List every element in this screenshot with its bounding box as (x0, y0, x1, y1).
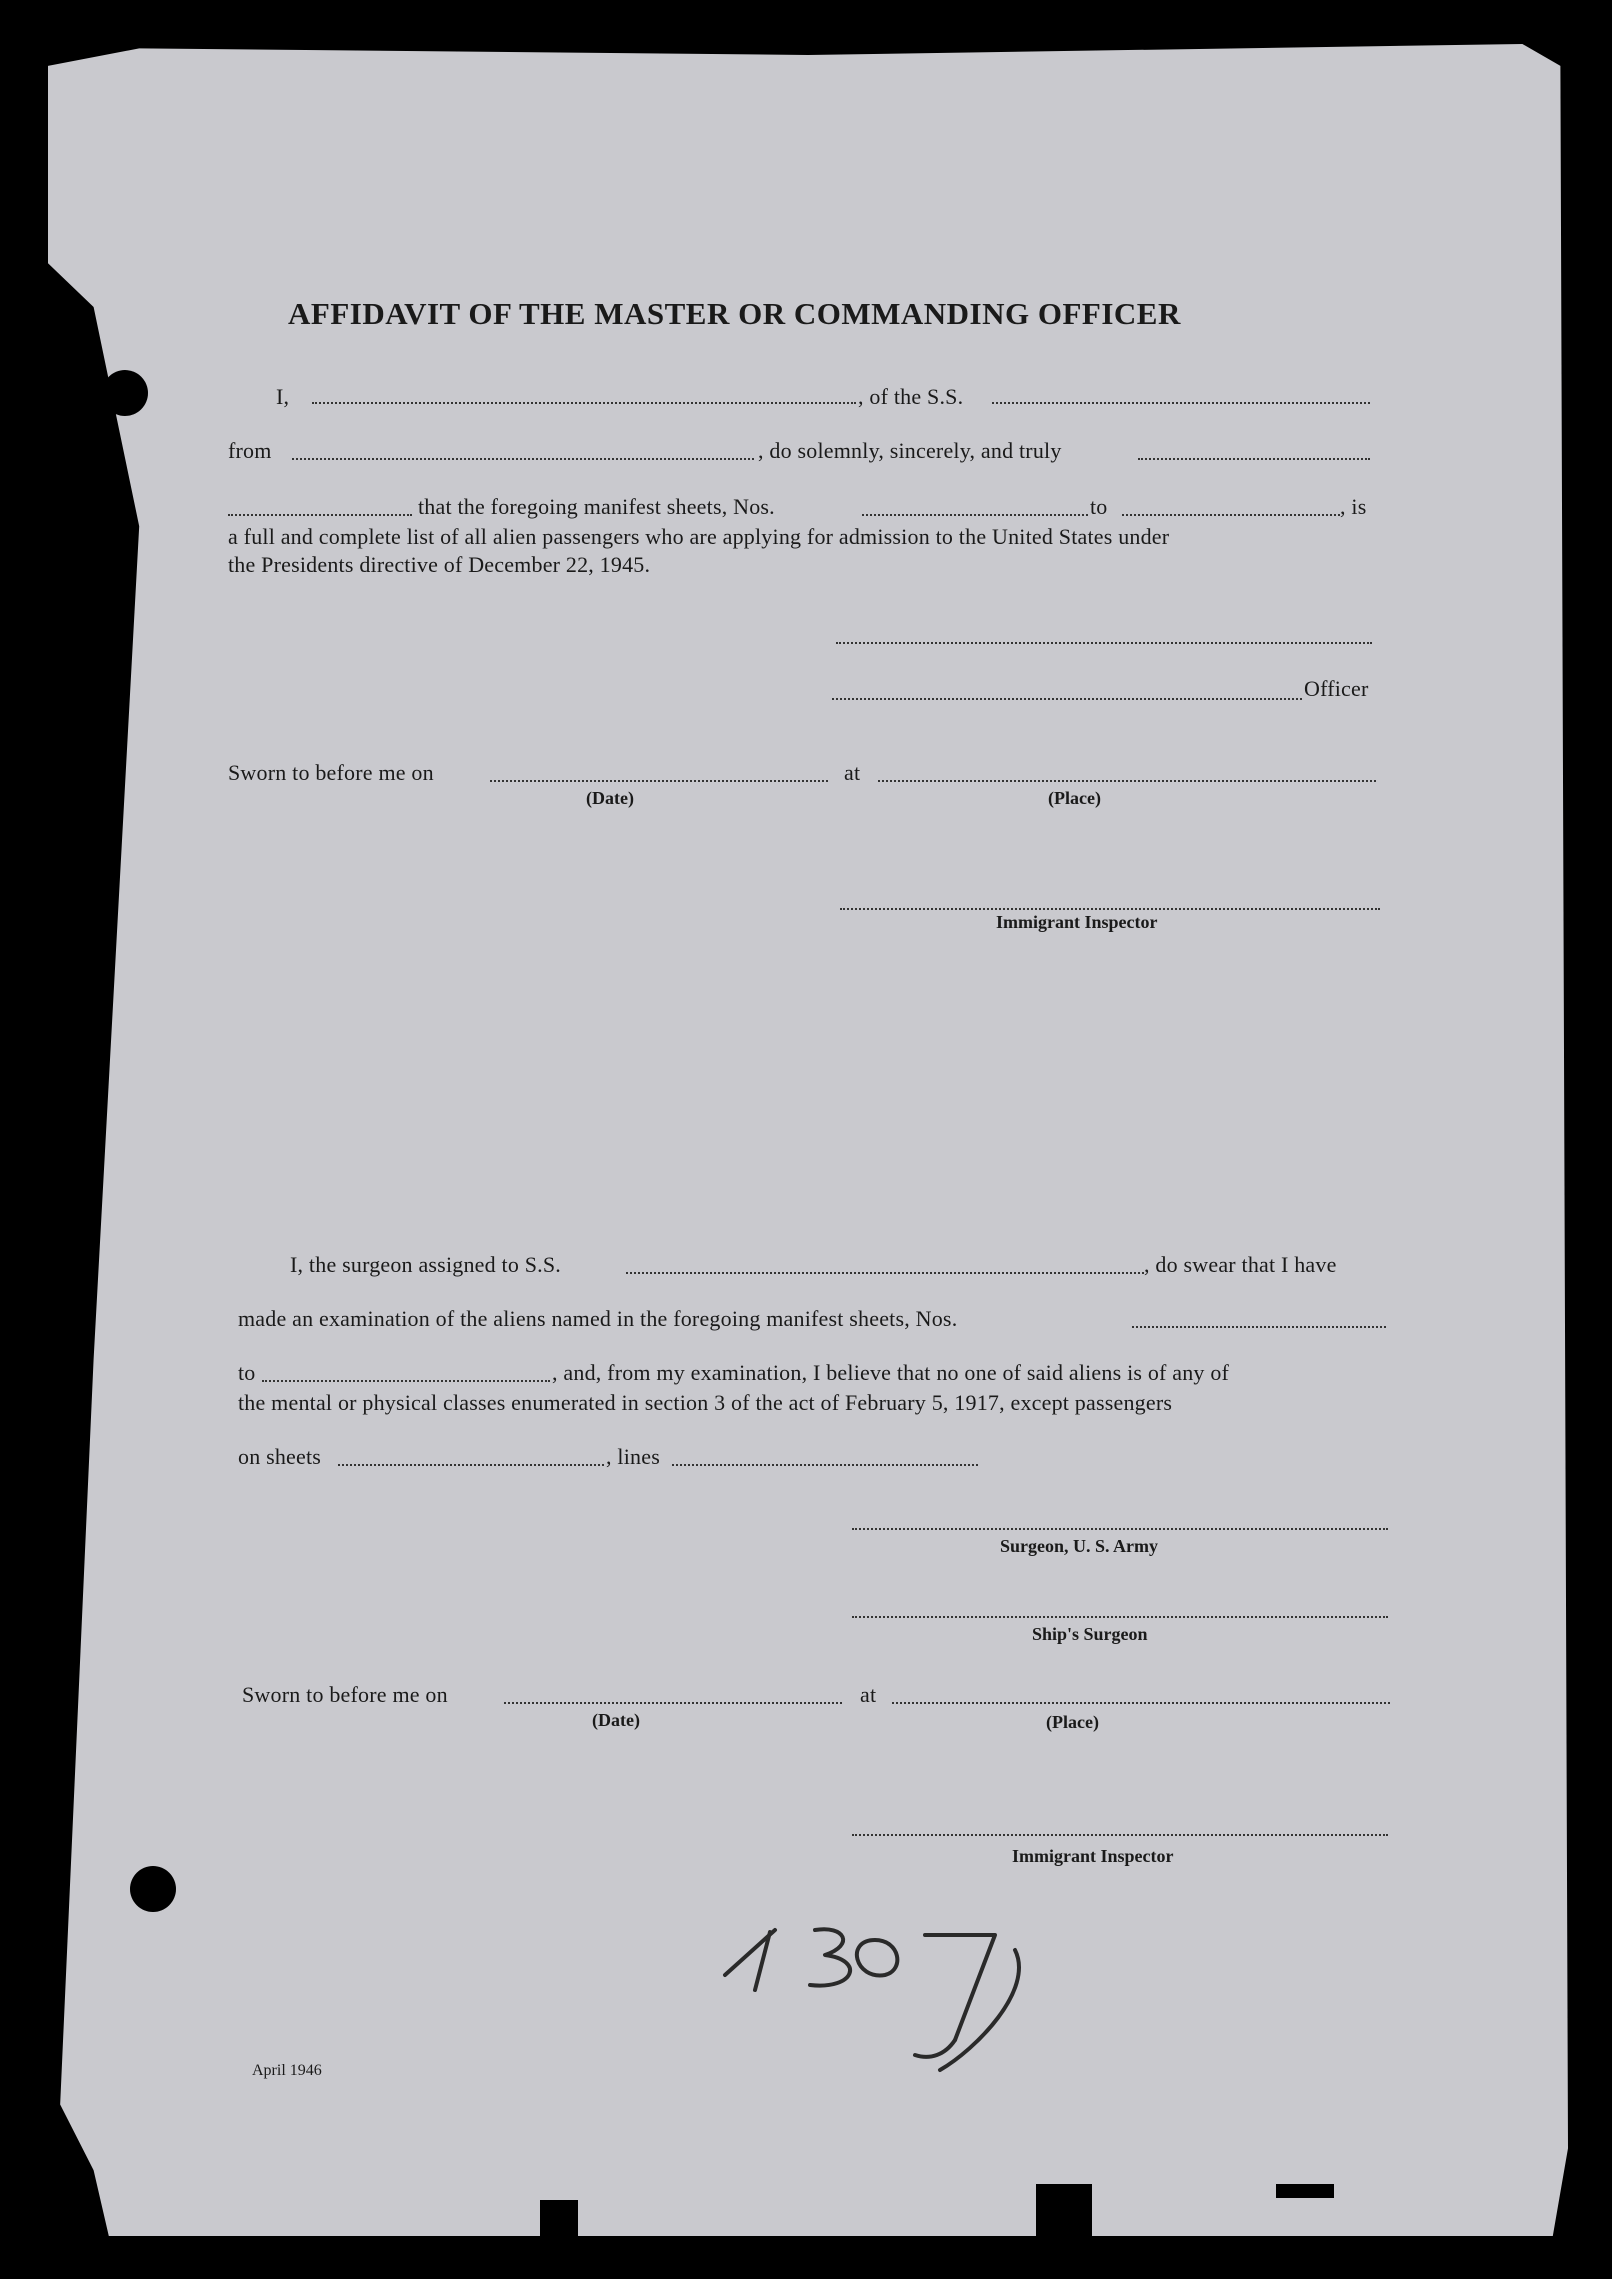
surgeon-place-caption: (Place) (1046, 1712, 1099, 1732)
inspector-signature-line[interactable] (840, 908, 1380, 910)
surgeon-ship-field[interactable] (626, 1272, 1144, 1274)
line4-text: a full and complete list of all alien passengers who are applying for admission to the United States under (228, 524, 1170, 549)
line1-label-i: I, (276, 384, 290, 409)
army-surgeon-line[interactable] (852, 1528, 1388, 1530)
sworn-date-field[interactable] (490, 780, 828, 782)
swear-field[interactable] (1138, 458, 1370, 460)
surgeon-line3-b: , and, from my examination, I believe that no one of said aliens is of any of (552, 1360, 1230, 1385)
surgeon-line4: the mental or physical classes enumerated in section 3 of the act of February 5, 1917, except passengers (238, 1390, 1173, 1415)
place-caption: (Place) (1048, 788, 1101, 808)
handwritten-number (715, 1920, 1075, 2080)
lines-field[interactable] (672, 1464, 978, 1466)
surgeon-sworn-date-field[interactable] (504, 1702, 842, 1704)
nos-from-field[interactable] (862, 514, 1088, 516)
name-field[interactable] (312, 402, 856, 404)
punch-hole-top (102, 370, 148, 416)
edge-notch (540, 2200, 578, 2279)
line2-label-from: from (228, 438, 272, 463)
line1-label-ship: , of the S.S. (858, 384, 964, 409)
surgeon-date-caption: (Date) (592, 1710, 640, 1730)
surgeon-sworn-label: Sworn to before me on (242, 1682, 448, 1707)
officer-label: Officer (1304, 676, 1369, 701)
form-date: April 1946 (252, 2062, 322, 2079)
surgeon-sworn-at-label: at (860, 1682, 877, 1707)
surgeon-inspector-caption: Immigrant Inspector (1012, 1846, 1174, 1866)
document-page (48, 44, 1568, 2236)
page-title: AFFIDAVIT OF THE MASTER OR COMMANDING OFFICER (288, 296, 1181, 331)
nos-to-field[interactable] (1122, 514, 1340, 516)
line3-label-to: to (1090, 494, 1108, 519)
inspector-caption: Immigrant Inspector (996, 912, 1158, 932)
surgeon-nos-to-field[interactable] (262, 1380, 550, 1382)
line3-label-manifest: that the foregoing manifest sheets, Nos. (418, 494, 775, 519)
edge-notch (1036, 2184, 1092, 2279)
army-surgeon-caption: Surgeon, U. S. Army (1000, 1536, 1159, 1556)
ship-surgeon-line[interactable] (852, 1616, 1388, 1618)
surgeon-line2: made an examination of the aliens named in the foregoing manifest sheets, Nos. (238, 1306, 958, 1331)
line3-label-is: , is (1340, 494, 1367, 519)
surgeon-sworn-place-field[interactable] (892, 1702, 1390, 1704)
line2-label-solemnly: , do solemnly, sincerely, and truly (758, 438, 1062, 463)
surgeon-line5-b: , lines (606, 1444, 660, 1469)
edge-notch (1276, 2184, 1334, 2198)
line5-text: the Presidents directive of December 22, 1945. (228, 552, 651, 577)
ship-name-field[interactable] (992, 402, 1370, 404)
date-caption: (Date) (586, 788, 634, 808)
surgeon-nos-field[interactable] (1132, 1326, 1386, 1328)
oath-word-field[interactable] (228, 514, 412, 516)
signature-line[interactable] (836, 642, 1372, 644)
sheets-field[interactable] (338, 1464, 604, 1466)
sworn-at-label: at (844, 760, 861, 785)
surgeon-line3-a: to (238, 1360, 256, 1385)
surgeon-inspector-line[interactable] (852, 1834, 1388, 1836)
sworn-label: Sworn to before me on (228, 760, 434, 785)
officer-line[interactable] (832, 698, 1302, 700)
surgeon-line1-a: I, the surgeon assigned to S.S. (290, 1252, 562, 1277)
sworn-place-field[interactable] (878, 780, 1376, 782)
ship-surgeon-caption: Ship's Surgeon (1032, 1624, 1148, 1644)
from-field[interactable] (292, 458, 754, 460)
punch-hole-bottom (130, 1866, 176, 1912)
surgeon-line5-a: on sheets (238, 1444, 322, 1469)
surgeon-line1-b: , do swear that I have (1144, 1252, 1337, 1277)
